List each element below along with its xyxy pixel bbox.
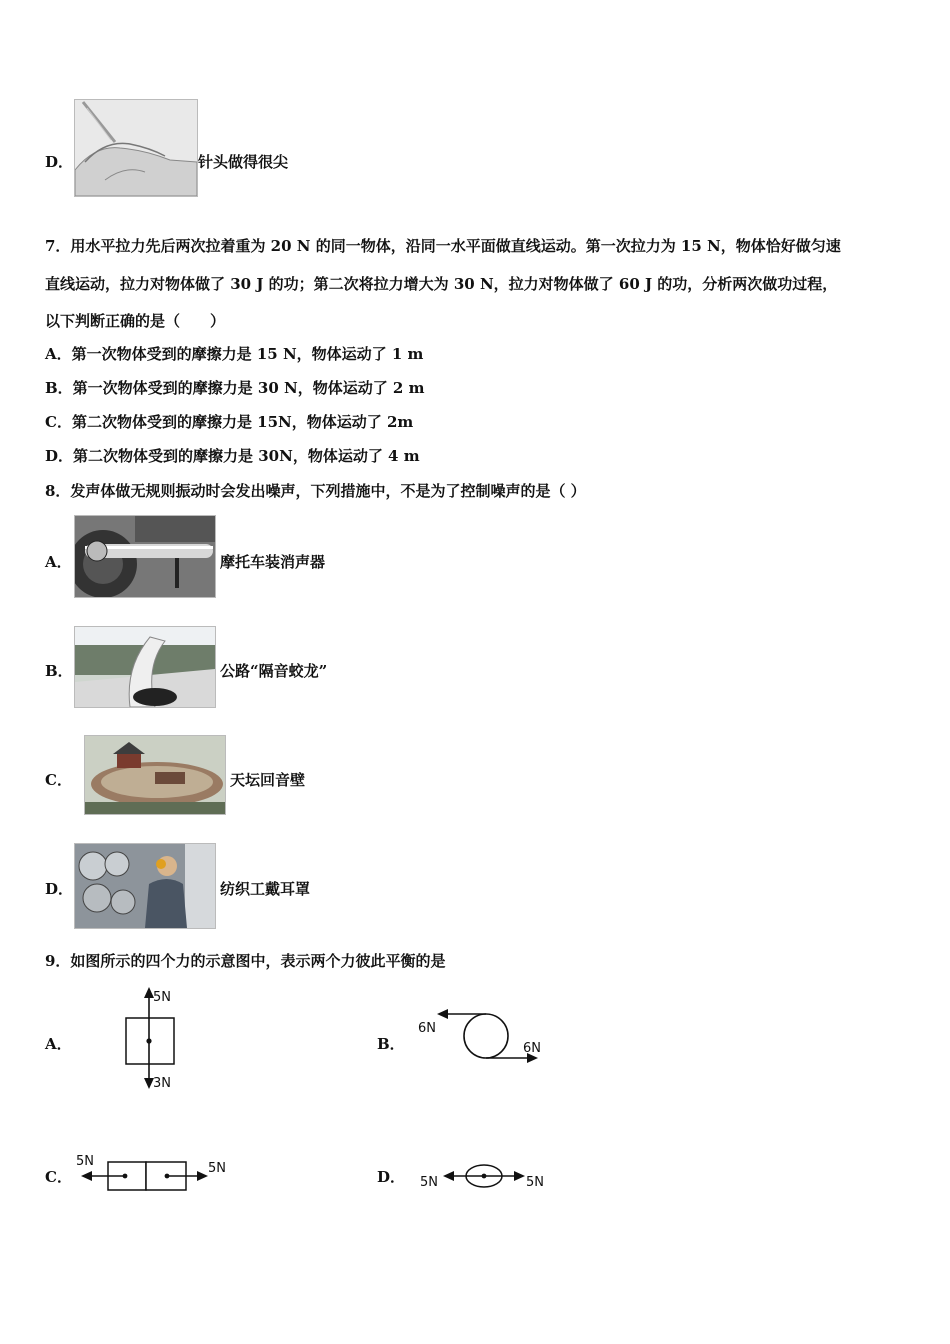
action-point-d	[482, 1174, 487, 1179]
left-arrowhead-c	[81, 1171, 92, 1181]
right-arrowhead-c	[197, 1171, 208, 1181]
q7-option-d: D．第二次物体受到的摩擦力是 30N，物体运动了 4 m	[45, 447, 420, 465]
q8-option-b-text: 公路“隔音蛟龙”	[220, 662, 328, 680]
left-arrowhead-b	[437, 1009, 448, 1019]
force-left-label-d: 5N	[420, 1175, 438, 1190]
q7-stem-line2: 直线运动，拉力对物体做了 30 J 的功；第二次将拉力增大为 30 N，拉力对物体做了 60 J 的功，分析两次做功过程，	[45, 275, 838, 293]
q9-option-b-letter: B．	[377, 1035, 405, 1053]
force-left-label-b: 6N	[418, 1021, 436, 1036]
force-right-label-d: 5N	[526, 1175, 544, 1190]
q9-option-c-letter: C．	[45, 1168, 72, 1186]
right-arrowhead-d	[514, 1171, 525, 1181]
textile-worker-earmuffs-photo	[74, 843, 216, 929]
q8-stem: 8．发声体做无规则振动时会发出噪声，下列措施中，不是为了控制噪声的是（ ）	[45, 482, 586, 500]
left-arrowhead-d	[443, 1171, 454, 1181]
q9-option-d-letter: D．	[377, 1168, 406, 1186]
q9-figure-b	[410, 1008, 550, 1068]
q8-option-c-letter: C．	[45, 771, 72, 789]
q7-option-b: B．第一次物体受到的摩擦力是 30 N，物体运动了 2 m	[45, 379, 425, 397]
circle-body-b	[464, 1014, 508, 1058]
q7-option-a: A．第一次物体受到的摩擦力是 15 N，物体运动了 1 m	[45, 345, 424, 363]
q7-stem-line3: 以下判断正确的是（ ）	[45, 312, 226, 330]
q6-option-d-letter: D．	[45, 153, 74, 171]
q9-option-a-letter: A．	[45, 1035, 72, 1053]
force-up-label: 5N	[153, 990, 171, 1005]
q7-option-c: C．第二次物体受到的摩擦力是 15N，物体运动了 2m	[45, 413, 414, 431]
action-point-c-left	[123, 1174, 128, 1179]
q9-figure-c	[72, 1150, 232, 1195]
q7-stem-line1: 7．用水平拉力先后两次拉着重为 20 N 的同一物体，沿同一水平面做直线运动。第一次拉力为 15 N，物体恰好做匀速	[45, 237, 841, 255]
q9-figure-d	[418, 1158, 553, 1198]
q8-option-d-text: 纺织工戴耳罩	[220, 880, 311, 898]
q8-option-a-text: 摩托车装消声器	[220, 553, 326, 571]
q8-option-b-letter: B．	[45, 662, 73, 680]
force-right-label-c: 5N	[208, 1161, 226, 1176]
q8-option-c-text: 天坛回音壁	[230, 771, 306, 789]
q9-stem: 9．如图所示的四个力的示意图中，表示两个力彼此平衡的是	[45, 952, 446, 970]
q6-option-d-text: 针头做得很尖	[198, 153, 289, 171]
q9-figure-a	[115, 985, 195, 1093]
q8-option-a-letter: A．	[45, 553, 72, 571]
syringe-hand-photo	[74, 99, 198, 197]
motorcycle-muffler-photo	[74, 515, 216, 598]
action-point-a	[146, 1038, 151, 1043]
highway-sound-barrier-photo	[74, 626, 216, 708]
action-point-c-right	[165, 1174, 170, 1179]
force-left-label-c: 5N	[76, 1154, 94, 1169]
temple-echo-wall-photo	[84, 735, 226, 815]
q8-option-d-letter: D．	[45, 880, 74, 898]
force-down-label: 3N	[153, 1076, 171, 1091]
force-right-label-b: 6N	[523, 1041, 541, 1056]
